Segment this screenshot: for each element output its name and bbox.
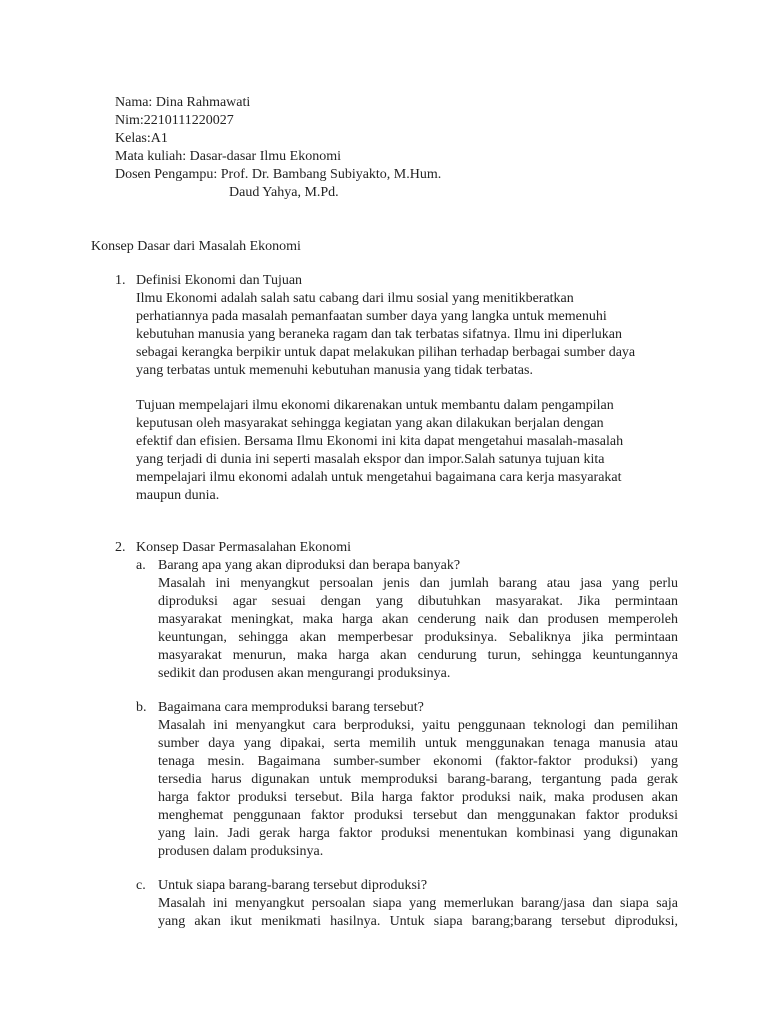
text-line: Masalah ini menyangkut persoalan siapa yang memerlukan barang/jasa dan siapa saja — [158, 896, 678, 911]
item-b-letter: b. — [136, 700, 147, 715]
text-line: yang terbatas untuk memenuhi kebutuhan manusia yang tidak terbatas. — [136, 363, 533, 378]
item-a-paragraph — [158, 575, 678, 683]
text-line: yang lain. Jadi gerak harga faktor produksi menentukan kombinasi yang digunakan — [158, 826, 678, 841]
text-line: keuntungan, sehingga akan memperbesar produksinya. Sebaliknya jika permintaan — [158, 630, 678, 645]
item-c-letter: c. — [136, 878, 146, 893]
item-c-paragraph — [158, 895, 678, 931]
item-a-letter: a. — [136, 558, 146, 573]
document-title: Konsep Dasar dari Masalah Ekonomi — [91, 239, 301, 254]
text-line: masyarakat menurun, maka harga akan cendurung turun, sehingga keuntungannya — [158, 648, 678, 663]
text-line: diproduksi agar sesuai dengan yang dibutuhkan masyarakat. Jika permintaan — [158, 594, 678, 609]
text-line: yang akan ikut menikmati hasilnya. Untuk siapa barang;barang tersebut diproduksi, — [158, 914, 678, 929]
item-a-question: Barang apa yang akan diproduksi dan berapa banyak? — [158, 558, 461, 573]
text-line: tenaga mesin. Bagaimana sumber-sumber ekonomi (faktor-faktor produksi) yang — [158, 754, 678, 769]
text-line: masyarakat meningkat, maka harga akan cenderung naik dan produsen memperoleh — [158, 612, 678, 627]
text-line: Ilmu Ekonomi adalah salah satu cabang dari ilmu sosial yang menitikberatkan — [136, 291, 574, 306]
lecturer-1: Dosen Pengampu: Prof. Dr. Bambang Subiyakto, M.Hum. — [115, 167, 442, 182]
student-name: Nama: Dina Rahmawati — [115, 95, 251, 110]
text-line: sumber daya yang dipakai, serta memilih untuk menggunakan tenaga manusia atau — [158, 736, 678, 751]
text-line: perhatiannya pada masalah pemanfaatan sumber daya yang langka untuk memenuhi — [136, 309, 607, 324]
student-class: Kelas:A1 — [115, 131, 168, 146]
text-line: keputusan oleh masyarakat sehingga kegiatan yang akan dilakukan berjalan dengan — [136, 416, 604, 431]
text-line: tersedia harus digunakan untuk memproduksi barang-barang, tergantung pada gerak — [158, 772, 678, 787]
text-line: kebutuhan manusia yang beraneka ragam dan tak terbatas sifatnya. Ilmu ini diperlukan — [136, 327, 622, 342]
item-b-paragraph — [158, 717, 678, 861]
section-2-heading: Konsep Dasar Permasalahan Ekonomi — [136, 540, 351, 555]
section-1-heading: Definisi Ekonomi dan Tujuan — [136, 273, 303, 288]
lecturer-2: Daud Yahya, M.Pd. — [229, 185, 339, 200]
text-line: sebagai kerangka berpikir untuk dapat melakukan pilihan terhadap berbagai sumber daya — [136, 345, 636, 360]
section-1-paragraph-2 — [136, 397, 676, 505]
text-line: harga faktor produksi tersebut. Bila harga faktor produksi naik, maka produsen akan — [158, 790, 678, 805]
section-1-paragraph-1 — [136, 290, 676, 380]
text-line: Masalah ini menyangkut cara berproduksi, yaitu penggunaan teknologi dan pemilihan — [158, 718, 678, 733]
item-c-question: Untuk siapa barang-barang tersebut diproduksi? — [158, 878, 428, 893]
text-line: produsen dalam produksinya. — [158, 844, 324, 859]
item-b-question: Bagaimana cara memproduksi barang tersebut? — [158, 700, 424, 715]
text-line: yang terjadi di dunia ini seperti masalah ekspor dan impor.Salah satunya tujuan kita — [136, 452, 605, 467]
text-line: mempelajari ilmu ekonomi adalah untuk mengetahui bagaimana cara kerja masyarakat — [136, 470, 622, 485]
text-line: Masalah ini menyangkut persoalan jenis dan jumlah barang atau jasa yang perlu — [158, 576, 678, 591]
text-line: maupun dunia. — [136, 488, 220, 503]
section-1-number: 1. — [115, 273, 126, 288]
text-line: sedikit dan produsen akan mengurangi produksinya. — [158, 666, 451, 681]
text-line: menghemat penggunaan faktor produksi tersebut dan menggunakan faktor produksi — [158, 808, 678, 823]
text-line: efektif dan efisien. Bersama Ilmu Ekonomi ini kita dapat mengetahui masalah-masalah — [136, 434, 624, 449]
section-2-number: 2. — [115, 540, 126, 555]
text-line: Tujuan mempelajari ilmu ekonomi dikarenakan untuk membantu dalam pengampilan — [136, 398, 614, 413]
student-nim: Nim:2210111220027 — [115, 113, 234, 128]
course-name: Mata kuliah: Dasar-dasar Ilmu Ekonomi — [115, 149, 341, 164]
